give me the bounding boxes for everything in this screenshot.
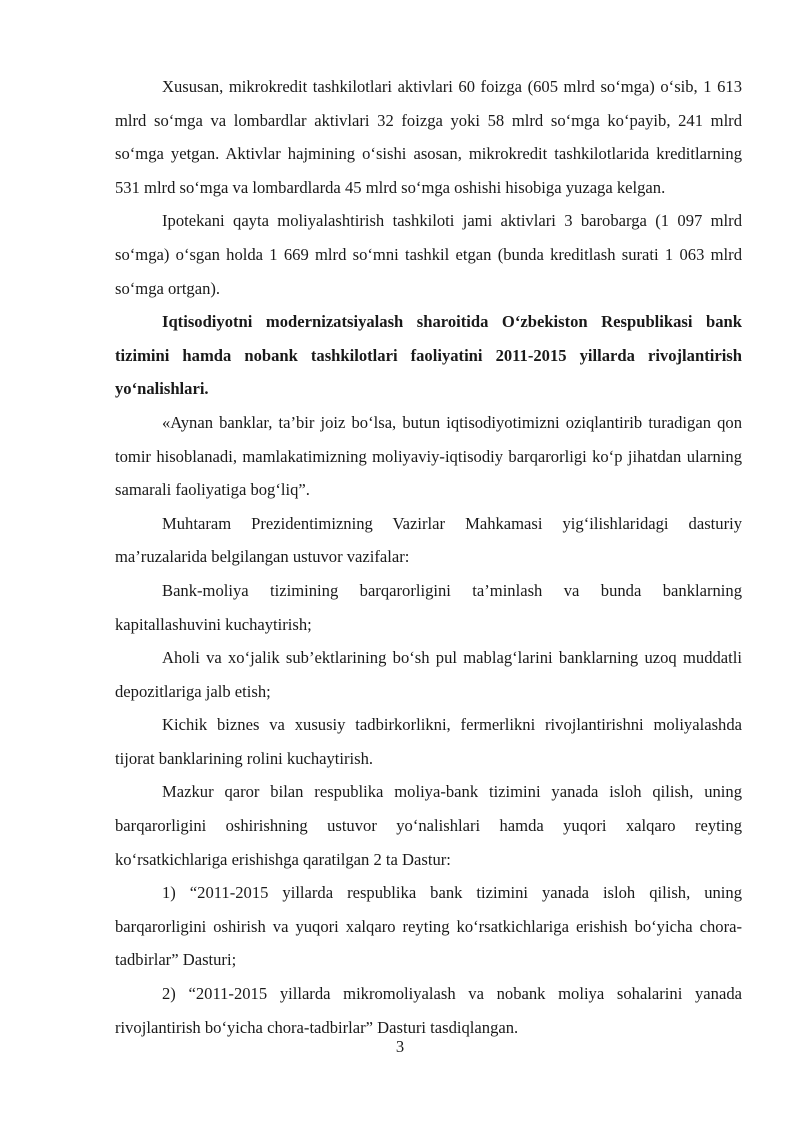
paragraph-resolution-intro: Mazkur qaror bilan respublika moliya-bank tizimini yanada isloh qilish, uning barqarorligini oshirishning ustuvor yo‘nalishlari hamda yuqori xalqaro reyting ko‘rsatkichlariga erishishga qaratilgan 2 ta Dastur:	[115, 782, 742, 869]
paragraph-mortgage-refinancing: Ipotekani qayta moliyalashtirish tashkiloti jami aktivlari 3 barobarga (1 097 mlrd so‘mga) o‘sgan holda 1 669 mlrd so‘mni tashkil etgan (bunda kreditlash surati 1 063 mlrd so‘mga ortgan).	[115, 211, 742, 298]
paragraph-program-2: 2) “2011-2015 yillarda mikromoliyalash va nobank moliya sohalarini yanada rivojlantirish bo‘yicha chora-tadbirlar” Dasturi tasdiqlangan.	[115, 984, 742, 1037]
paragraph-microcredit-assets: Xususan, mikrokredit tashkilotlari aktivlari 60 foizga (605 mlrd so‘mga) o‘sib, 1 613 mlrd so‘mga va lombardlar aktivlari 32 foizga yoki 58 mlrd so‘mga ko‘payib, 241 mlrd so‘mga yetgan. Aktivlar hajmining o‘sishi asosan, mikrokredit tashkilotlarida kreditlarning 531 mlrd so‘mga va lombardlarda 45 mlrd so‘mga oshishi hisobiga yuzaga kelgan.	[115, 77, 742, 197]
page-number: 3	[395, 1037, 405, 1056]
section-heading: Iqtisodiyotni modernizatsiyalash sharoitida O‘zbekiston Respublikasi bank tizimini hamda nobank tashkilotlari faoliyatini 2011-2015 yillarda rivojlantirish yo‘nalishlari.	[115, 312, 742, 399]
paragraph-quote: «Aynan banklar, ta’bir joiz bo‘lsa, butun iqtisodiyotimizni oziqlantirib turadigan qon tomir hisoblanadi, mamlakatimizning moliyaviy-iqtisodiy barqarorligi ko‘p jihatdan ularning samarali faoliyatiga bog‘liq”.	[115, 412, 742, 500]
paragraph-task-2: Aholi va xo‘jalik sub’ektlarining bo‘sh pul mablag‘larini banklarning uzoq muddatli depozitlariga jalb etish;	[115, 648, 742, 701]
document-body	[115, 70, 742, 1044]
paragraph-task-1: Bank-moliya tizimining barqarorligini ta’minlash va bunda banklarning kapitallashuvini kuchaytirish;	[115, 580, 742, 634]
paragraph-task-3: Kichik biznes va xususiy tadbirkorlikni, fermerlikni rivojlantirishni moliyalashda tijorat banklarining rolini kuchaytirish.	[115, 715, 742, 768]
paragraph-program-1: 1) “2011-2015 yillarda respublika bank tizimini yanada isloh qilish, uning barqarorligini oshirish va yuqori xalqaro reyting ko‘rsatkichlariga erishish bo‘yicha chora-tadbirlar” Dasturi;	[115, 883, 742, 970]
paragraph-priority-tasks-intro: Muhtaram Prezidentimizning Vazirlar Mahkamasi yig‘ilishlaridagi dasturiy ma’ruzalarida belgilangan ustuvor vazifalar:	[115, 513, 742, 567]
